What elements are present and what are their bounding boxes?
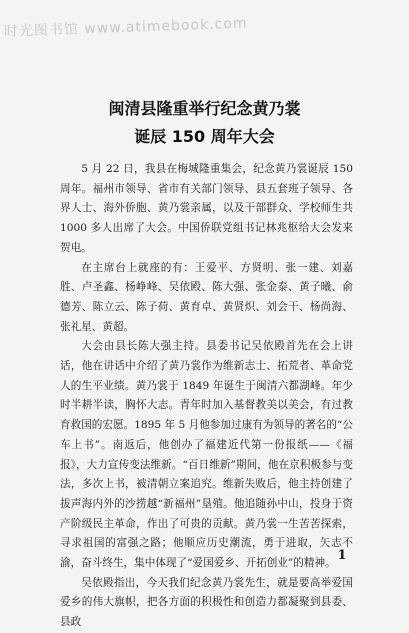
article-title-line-2: 诞辰 150 周年大会 [134,127,275,146]
page-number: 1 [337,548,347,563]
paragraph-4: 吴依殿指出，今天我们纪念黄乃裳先生，就是要高举爱国爱乡的伟大旗帜，把各方面的积极性和创造力都凝聚到县委、县政 [60,576,353,629]
article-title-line-1: 闽清县隆重举行纪念黄乃裳 [108,99,301,118]
paragraph-3: 大会由县长陈大强主持。县委书记吴依殿首先在会上讲话，他在讲话中介绍了黄乃裳作为维新志士、拓荒者、革命党人的生平业绩。黄乃裳于 1849 年诞生于闽清六都湖峰。年少时半耕半读，胸怀大志。青年时加入基督教美以美会，有过教育救国的宏愿。1895 年 5 月他参加过康有为领导的著名的“公车上书”。南返后，他创办了福建近代第一份报纸——《福报》，大力宣传变法维新。“百日维新”期间，他在京积极参与变法，多次上书，被清朝立案追究。维新失败后，他主持创建了拔声海内外的沙捞越“新福州”垦殖。他追随孙中山，投身于资产阶级民主革命，作出了可贵的贡献。黄乃裳一生苦苦探索，寻求祖国的富强之路；他顺应历史潮流，勇于进取，矢志不渝，奋斗终生，集中体现了“爱国爱乡、开拓创业”的精神。 [60,340,353,570]
site-watermark: 时光图书馆 www.atimebook.com [3,15,248,41]
paragraph-1: 5 月 22 日，我县在梅城隆重集会，纪念黄乃裳诞辰 150 周年。福州市领导、省市有关部门领导、县五套班子领导、各界人士、海外侨胞、黄乃裳亲属，以及干部群众、学校师生共 1000 多人出席了大会。中国侨联党组书记林兆枢给大会发来贺电。 [60,163,353,254]
paragraph-2: 在主席台上就座的有：王爱平、方贤明、张一建、刘嘉胜、卢圣鑫、杨峥峰、吴依殿、陈大强、张金泰、黄子曦、俞德芳、陈立云、陈子荷、黄育卓、黄贤炽、刘会干、杨尚海、张礼星、黄超。 [60,261,353,333]
article-body [60,160,353,633]
